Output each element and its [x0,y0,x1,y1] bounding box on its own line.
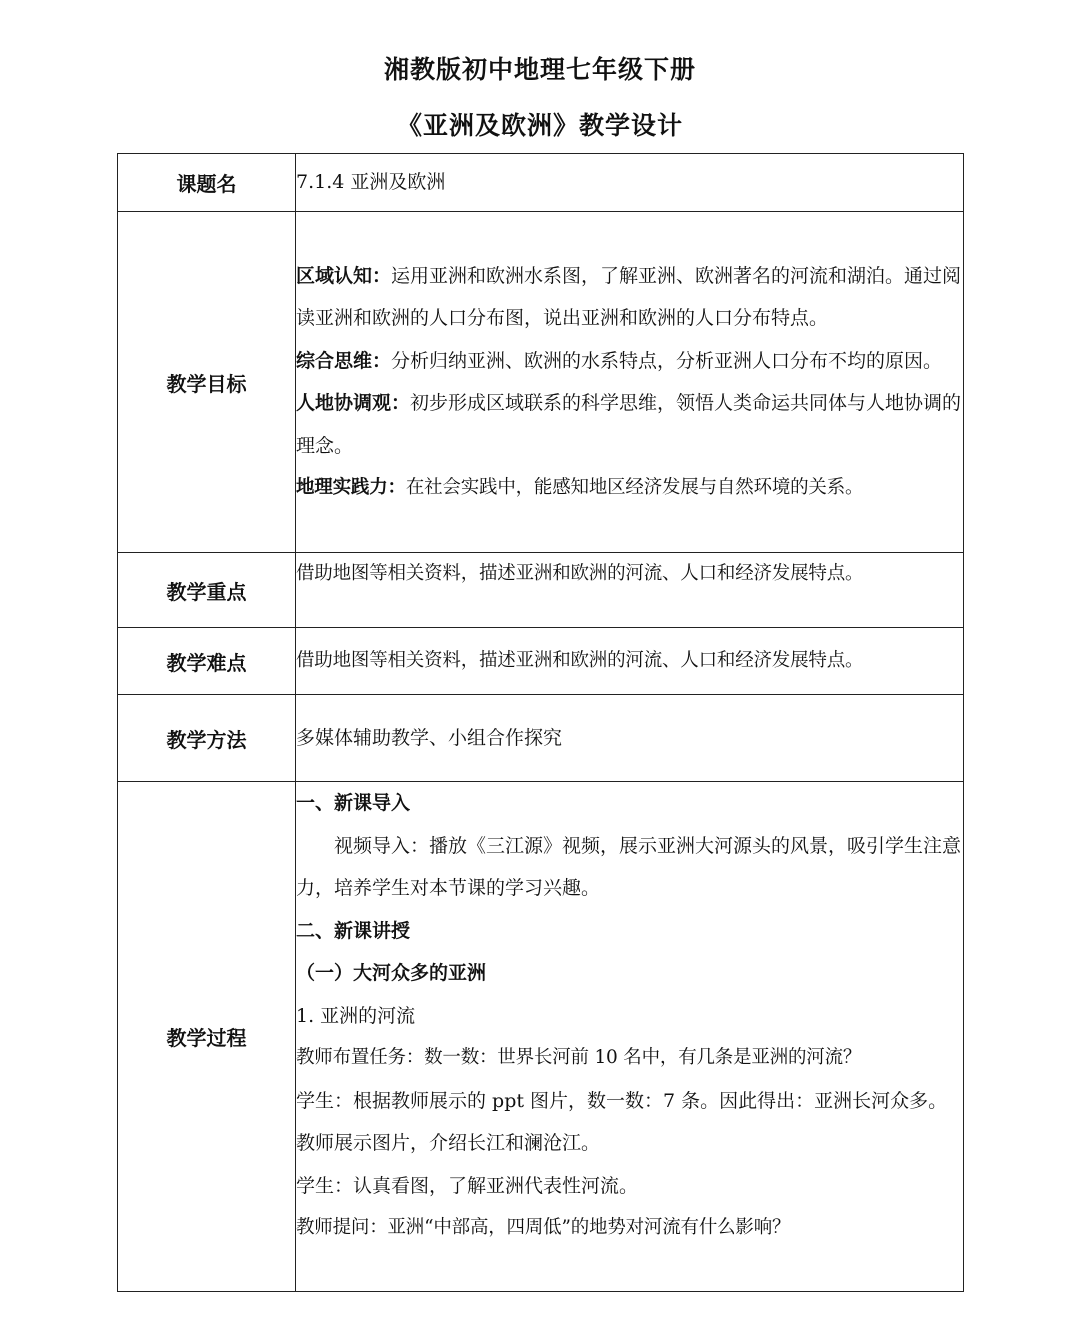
process-label: 教学过程 [118,782,296,1292]
objective-item [296,255,963,340]
item-heading: 1. 亚洲的河流 [296,1004,416,1027]
objectives-label: 教学目标 [118,212,296,553]
objective-item [296,467,963,510]
table-row [118,695,964,782]
objective-term: 地理实践力： [296,477,406,498]
section-text: 视频导入：播放《三江源》视频，展示亚洲大河源头的风景，吸引学生注意力，培养学生对本节课的学习兴趣。 [296,834,962,899]
objective-text: 分析归纳亚洲、欧洲的水系特点，分析亚洲人口分布不均的原因。 [391,349,943,372]
document-subtitle: 《亚洲及欧洲》教学设计 [396,111,683,140]
process-line: 学生：认真看图，了解亚洲代表性河流。 [296,1174,639,1197]
table-row [118,553,964,628]
difficulties-label: 教学难点 [118,628,296,695]
objective-term: 人地协调观： [296,392,411,414]
section-heading: 二、新课讲授 [296,919,411,942]
methods-value: 多媒体辅助教学、小组合作探究 [296,695,964,782]
process-line: 教师布置任务：数一数：世界长河前 10 名中，有几条是亚洲的河流？ [296,1047,862,1068]
table-row [118,782,964,1292]
lesson-plan-table [117,153,964,1292]
subsection-heading: （一）大河众多的亚洲 [296,962,487,984]
key-points-value: 借助地图等相关资料，描述亚洲和欧洲的河流、人口和经济发展特点。 [296,563,864,584]
process-content [296,782,964,1292]
document-title: 湘教版初中地理七年级下册 [383,55,696,84]
methods-label: 教学方法 [118,695,296,782]
objective-text: 运用亚洲和欧洲水系图，了解亚洲、欧洲著名的河流和湖泊。通过阅读亚洲和欧洲的人口分布图，说出亚洲和欧洲的人口分布特点。 [296,264,962,329]
objective-term: 区域认知： [296,264,392,287]
section-heading: 一、新课导入 [296,792,411,814]
table-row [118,628,964,695]
objective-item [296,340,963,383]
objective-text: 初步形成区域联系的科学思维，领悟人类命运共同体与人地协调的理念。 [296,392,962,457]
key-points-label: 教学重点 [118,553,296,628]
process-line: 教师提问：亚洲“中部高，四周低”的地势对河流有什么影响？ [296,1217,791,1238]
difficulties-value: 借助地图等相关资料，描述亚洲和欧洲的河流、人口和经济发展特点。 [296,649,864,671]
objectives-content [296,212,964,553]
table-row [118,154,964,212]
process-line: 教师展示图片，介绍长江和澜沧江。 [296,1132,601,1154]
key-points-cell [296,553,964,628]
process-line: 学生：根据教师展示的 ppt 图片，数一数：7 条。因此得出：亚洲长河众多。 [296,1089,948,1112]
objective-term: 综合思维： [296,349,392,372]
topic-label: 课题名 [118,154,296,212]
topic-value: 7.1.4 亚洲及欧洲 [296,154,964,212]
difficulties-cell [296,628,964,695]
objective-text: 在社会实践中，能感知地区经济发展与自然环境的关系。 [405,477,864,498]
objective-item [296,382,963,467]
table-row [118,212,964,553]
